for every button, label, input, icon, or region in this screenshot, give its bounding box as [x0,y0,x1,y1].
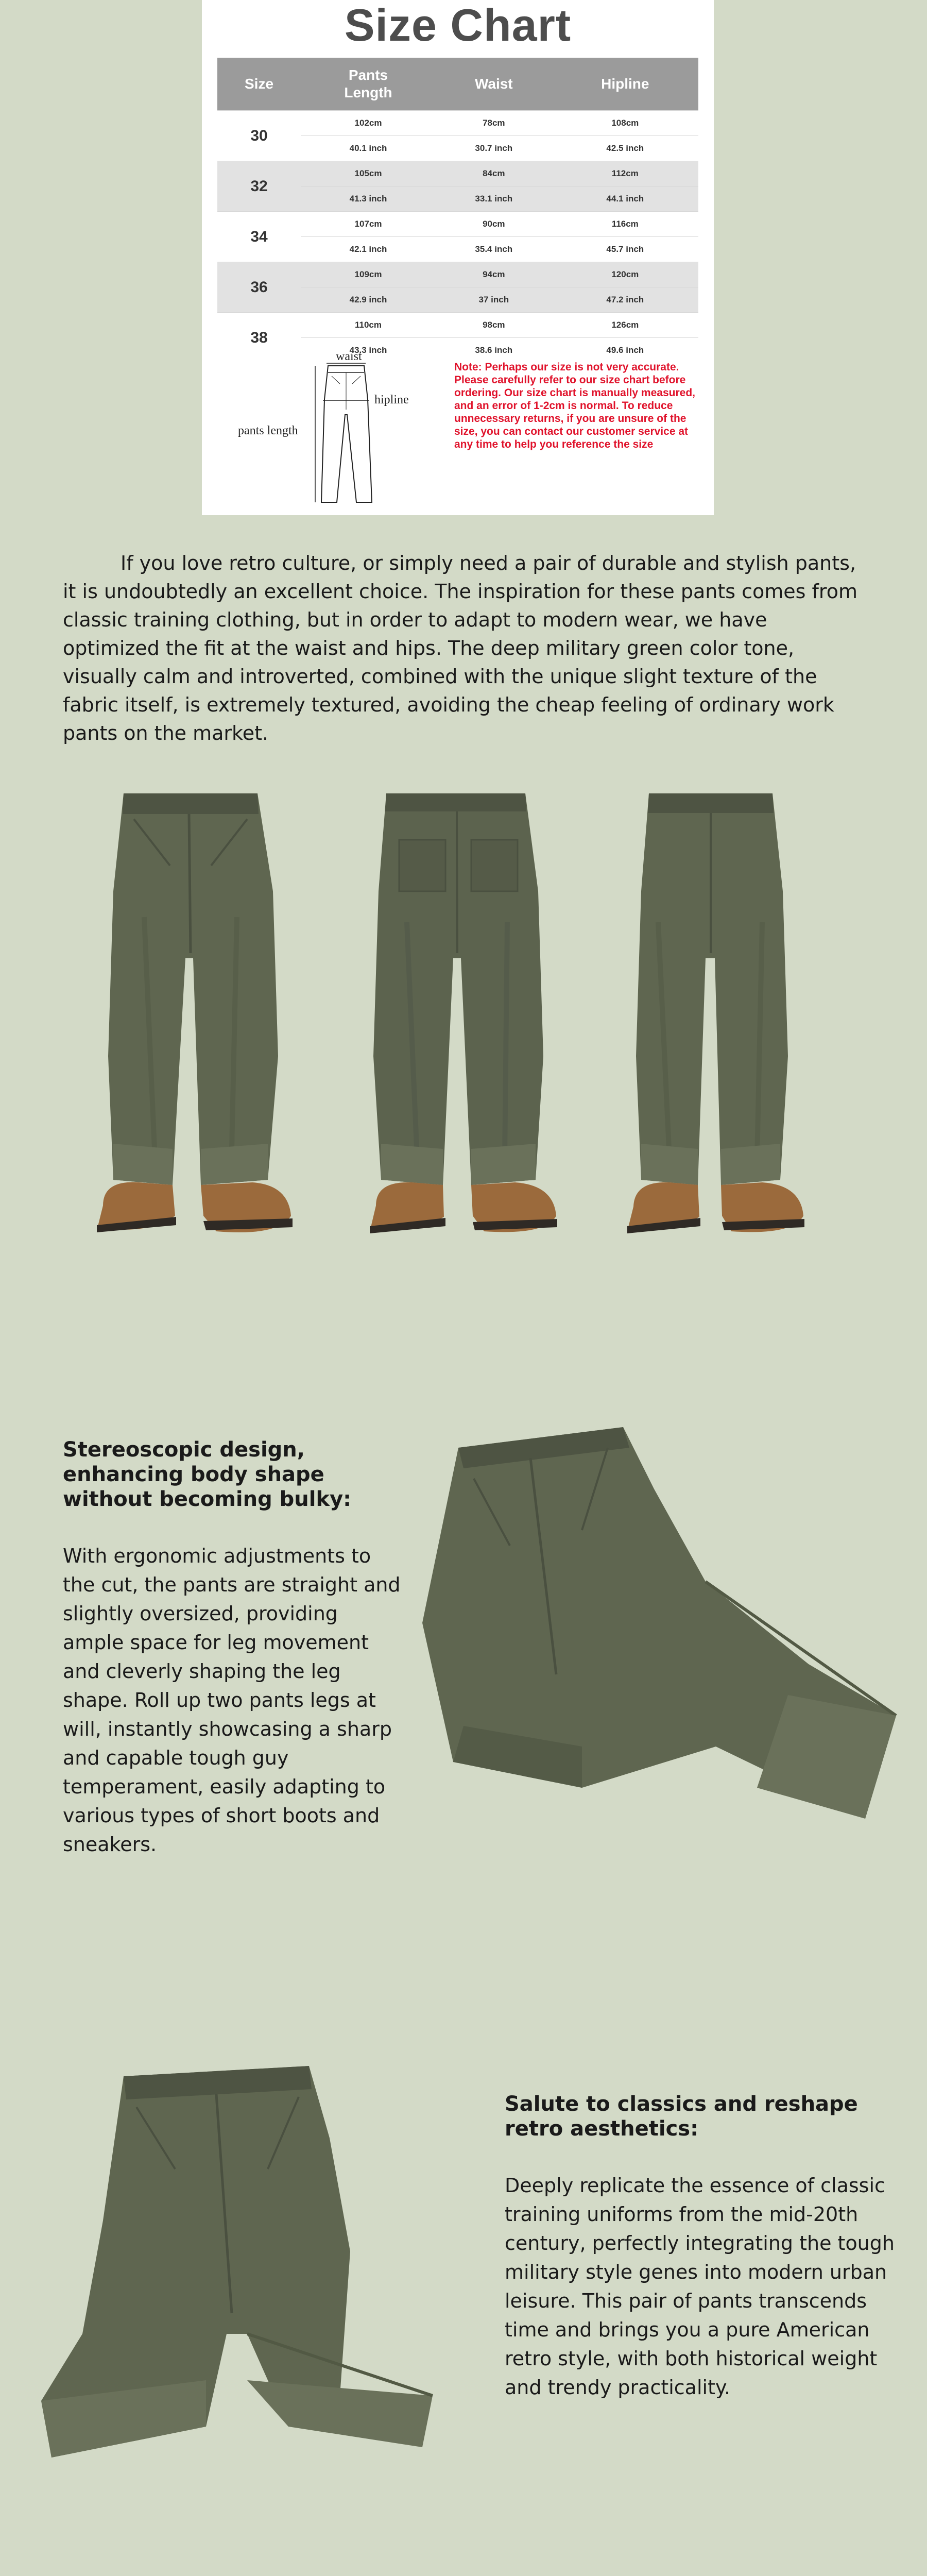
length-cm: 107cm [301,212,436,237]
hip-cm: 126cm [552,313,698,338]
hip-inch: 47.2 inch [552,287,698,313]
size-value: 32 [217,161,301,212]
hip-cm: 120cm [552,262,698,287]
hip-inch: 45.7 inch [552,237,698,262]
section-retro-body: Deeply replicate the essence of classic training uniforms from the mid-20th century, perfectly integrating the tough military style genes into modern urban leisure. This pair of pants transcends time and brings you a pure American retro style, with both historical weight and trendy practicality. [505,2174,895,2399]
hip-cm: 112cm [552,161,698,187]
size-row [217,111,698,136]
size-value: 36 [217,262,301,313]
length-cm: 110cm [301,313,436,338]
length-inch: 42.1 inch [301,237,436,262]
length-cm: 102cm [301,111,436,136]
header-pants-length: Pants Length [301,58,436,111]
size-table-header-row [217,58,698,111]
size-value: 38 [217,313,301,363]
waist-inch: 33.1 inch [436,187,552,212]
section-ergonomic-title: Stereoscopic design, enhancing body shape without becoming bulky: [63,1438,352,1511]
hipline-label: hipline [374,393,409,406]
length-inch: 42.9 inch [301,287,436,313]
waist-inch: 38.6 inch [436,338,552,363]
section-retro [505,2092,896,2402]
pants-photo-folded-cuffs [21,2066,484,2494]
waist-inch: 37 inch [436,287,552,313]
hip-inch: 44.1 inch [552,187,698,212]
pants-measurement-diagram [217,353,449,507]
waist-cm: 90cm [436,212,552,237]
hip-inch: 49.6 inch [552,338,698,363]
waist-cm: 94cm [436,262,552,287]
length-cm: 109cm [301,262,436,287]
section-retro-title: Salute to classics and reshape retro aesthetics: [505,2092,858,2141]
size-chart-table [217,58,698,363]
size-value: 34 [217,212,301,262]
header-size: Size [217,58,301,111]
section-ergonomic [63,1437,403,1859]
length-cm: 105cm [301,161,436,187]
size-value: 30 [217,111,301,161]
size-chart-note: Note: Perhaps our size is not very accurate. Please carefully refer to our size chart before ordering. Our size chart is manually measured, and an error of 1-2cm is normal. To reduce unnecessary returns, if you are unsure of the size, you can contact our customer service at any time to help you reference the size [454,361,695,450]
hip-inch: 42.5 inch [552,136,698,161]
pants-length-label: pants length [238,424,298,437]
waist-inch: 30.7 inch [436,136,552,161]
hip-cm: 108cm [552,111,698,136]
pants-photo-front [82,788,299,1252]
header-waist: Waist [436,58,552,111]
size-chart-card [202,0,714,515]
pants-photo-folded-diagonal [386,1427,901,1870]
waist-inch: 35.4 inch [436,237,552,262]
section-ergonomic-body: With ergonomic adjustments to the cut, the pants are straight and slightly oversized, providing ample space for leg movement and cleverly shaping the leg shape. Roll up two pants legs at will, instantly showcasing a sharp and capable tough guy temperament, easily adapting to various types of short boots and sneakers. [63,1545,401,1856]
waist-cm: 84cm [436,161,552,187]
hip-cm: 116cm [552,212,698,237]
waist-label: waist [336,353,362,363]
intro-paragraph: If you love retro culture, or simply need a pair of durable and stylish pants, it is undoubtedly an excellent choice. The inspiration for these pants comes from classic training clothing, but in order to adapt to modern wear, we have optimized the fit at the waist and hips. The deep military green color tone, visually calm and introverted, combined with the unique slight texture of the fabric itself, is extremely textured, avoiding the cheap feeling of ordinary work pants on the market. [63,552,857,744]
size-chart-title: Size Chart [344,0,572,50]
size-row [217,212,698,237]
size-row [217,313,698,338]
size-row [217,262,698,287]
header-hipline: Hipline [552,58,698,111]
length-inch: 40.1 inch [301,136,436,161]
length-inch: 41.3 inch [301,187,436,212]
waist-cm: 78cm [436,111,552,136]
size-row [217,161,698,187]
pants-photo-back [350,788,566,1252]
waist-cm: 98cm [436,313,552,338]
length-inch: 43.3 inch [301,338,436,363]
pants-photo-side [603,788,819,1252]
